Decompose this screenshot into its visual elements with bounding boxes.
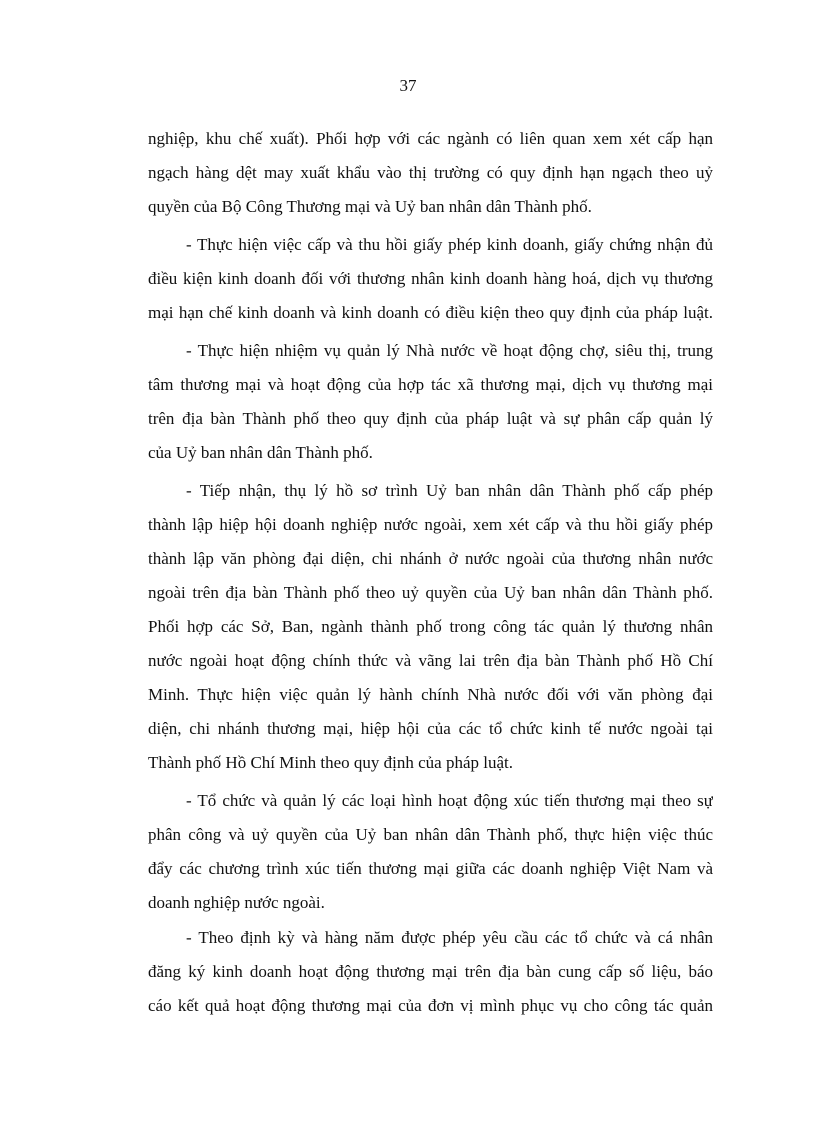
text-line: quyền của Bộ Công Thương mại và Uỷ ban nhân dân Thành phố. [148, 197, 592, 216]
text-line: Minh. Thực hiện việc quản lý hành chính Nhà nước đối với văn phòng đại [148, 685, 713, 704]
text-line: thành lập văn phòng đại diện, chi nhánh ở nước ngoài của thương nhân nước [148, 549, 713, 568]
text-line: thành lập hiệp hội doanh nghiệp nước ngoài, xem xét cấp và thu hồi giấy phép [148, 515, 713, 534]
page-number: 37 [399, 76, 417, 95]
text-line: của Uỷ ban nhân dân Thành phố. [148, 443, 373, 462]
text-line: trên địa bàn Thành phố theo quy định của pháp luật và sự phân cấp quản lý [148, 409, 713, 428]
text-line: ngạch hàng dệt may xuất khẩu vào thị trường có quy định hạn ngạch theo uỷ [148, 163, 713, 182]
text-line: - Theo định kỳ và hàng năm được phép yêu cầu các tổ chức và cá nhân [186, 928, 713, 947]
text-line: - Tổ chức và quản lý các loại hình hoạt động xúc tiến thương mại theo sự [186, 791, 713, 810]
text-line: tâm thương mại và hoạt động của hợp tác xã thương mại, dịch vụ thương mại [148, 375, 713, 394]
text-line: Phối hợp các Sở, Ban, ngành thành phố trong công tác quản lý thương nhân [148, 617, 713, 636]
text-line: nghiệp, khu chế xuất). Phối hợp với các ngành có liên quan xem xét cấp hạn [148, 129, 713, 148]
text-line: phân công và uỷ quyền của Uỷ ban nhân dân Thành phố, thực hiện việc thúc [148, 825, 713, 844]
text-line: - Tiếp nhận, thụ lý hồ sơ trình Uỷ ban nhân dân Thành phố cấp phép [186, 481, 713, 500]
text-line: ngoài trên địa bàn Thành phố theo uỷ quyền của Uỷ ban nhân dân Thành phố. [148, 583, 713, 602]
text-line: mại hạn chế kinh doanh và kinh doanh có điều kiện theo quy định của pháp luật. [148, 303, 713, 322]
text-line: - Thực hiện nhiệm vụ quản lý Nhà nước về hoạt động chợ, siêu thị, trung [186, 341, 713, 360]
text-line: Thành phố Hồ Chí Minh theo quy định của pháp luật. [148, 753, 513, 772]
text-line: nước ngoài hoạt động chính thức và vãng lai trên địa bàn Thành phố Hồ Chí [148, 651, 713, 670]
text-line: diện, chi nhánh thương mại, hiệp hội của các tổ chức kinh tế nước ngoài tại [148, 719, 713, 738]
text-line: điều kiện kinh doanh đối với thương nhân kinh doanh hàng hoá, dịch vụ thương [148, 269, 713, 288]
text-line: đẩy các chương trình xúc tiến thương mại giữa các doanh nghiệp Việt Nam và [148, 859, 713, 878]
text-line: cáo kết quả hoạt động thương mại của đơn vị mình phục vụ cho công tác quản [148, 996, 713, 1015]
text-line: doanh nghiệp nước ngoài. [148, 893, 325, 912]
text-line: - Thực hiện việc cấp và thu hồi giấy phép kinh doanh, giấy chứng nhận đủ [186, 235, 713, 254]
text-line: đăng ký kinh doanh hoạt động thương mại trên địa bàn cung cấp số liệu, báo [148, 962, 713, 981]
